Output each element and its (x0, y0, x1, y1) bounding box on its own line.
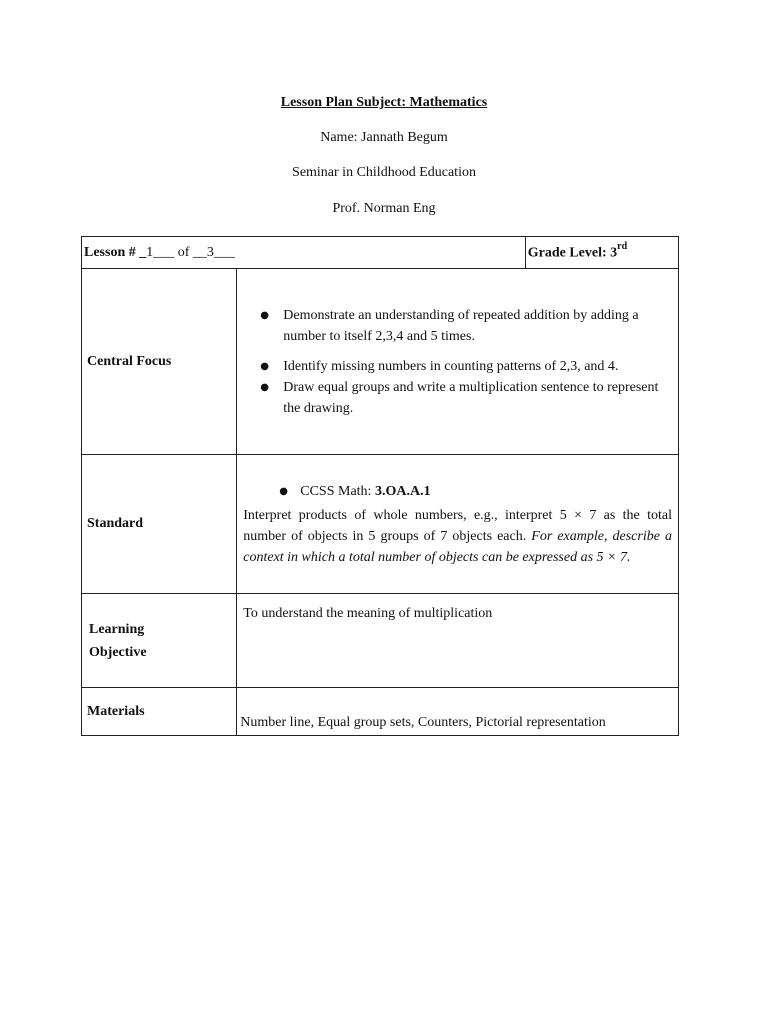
central-focus-list (237, 305, 678, 419)
course-name: Seminar in Childhood Education (292, 165, 476, 180)
ccss-prefix: CCSS Math: (300, 483, 375, 499)
standard-text: Interpret products of whole numbers, e.g., interpret 5 × 7 as the total number of objects in 5 groups of 7 objects each. (243, 507, 672, 544)
grade-level-cell (525, 237, 678, 269)
grade-label: Grade Level: (527, 245, 611, 261)
lesson-row (82, 237, 679, 269)
grade-value: 3 (610, 245, 618, 261)
standard-row (82, 455, 679, 594)
central-focus-row (82, 269, 679, 455)
materials-text: Number line, Equal group sets, Counters, Pictorial representation (237, 688, 679, 736)
ccss-bullet (243, 481, 672, 503)
lesson-plan-table (81, 236, 679, 736)
ccss-code: 3.OA.A.1 (374, 483, 431, 499)
label-line: Learning (89, 621, 145, 637)
lesson-mid: ___ of __ (153, 244, 207, 260)
list-item: ● Demonstrate an understanding of repeated addition by adding a number to itself 2,3,4 and 5 times. (237, 305, 670, 347)
list-item: ● Identify missing numbers in counting patterns of 2,3, and 4. (237, 356, 670, 377)
central-focus-label: Central Focus (82, 269, 237, 455)
lesson-total: 3 (206, 244, 214, 260)
materials-row (82, 688, 679, 736)
lesson-prefix: Lesson # _ (84, 244, 147, 260)
learning-objective-row (82, 594, 679, 688)
standard-example: For example, describe a context in which a total number of objects can be expressed as 5 × 7. (243, 528, 672, 565)
author-name: Name: Jannath Begum (320, 130, 448, 145)
standard-description (243, 505, 672, 568)
lesson-number-cell (82, 237, 526, 269)
list-item: ● Draw equal groups and write a multiplication sentence to represent the drawing. (237, 377, 670, 419)
materials-label: Materials (82, 688, 237, 736)
document-title: Lesson Plan Subject: Mathematics (280, 95, 488, 110)
learning-objective-label (82, 594, 237, 688)
grade-suffix: rd (617, 241, 628, 253)
professor-name: Prof. Norman Eng (332, 201, 436, 216)
standard-label: Standard (82, 455, 237, 594)
lesson-suffix: ___ (213, 244, 235, 260)
label-line: Objective (89, 644, 147, 660)
lesson-number: 1 (146, 244, 154, 260)
standard-content (237, 455, 679, 594)
central-focus-content (237, 269, 679, 455)
learning-objective-text: To understand the meaning of multiplication (237, 594, 679, 688)
